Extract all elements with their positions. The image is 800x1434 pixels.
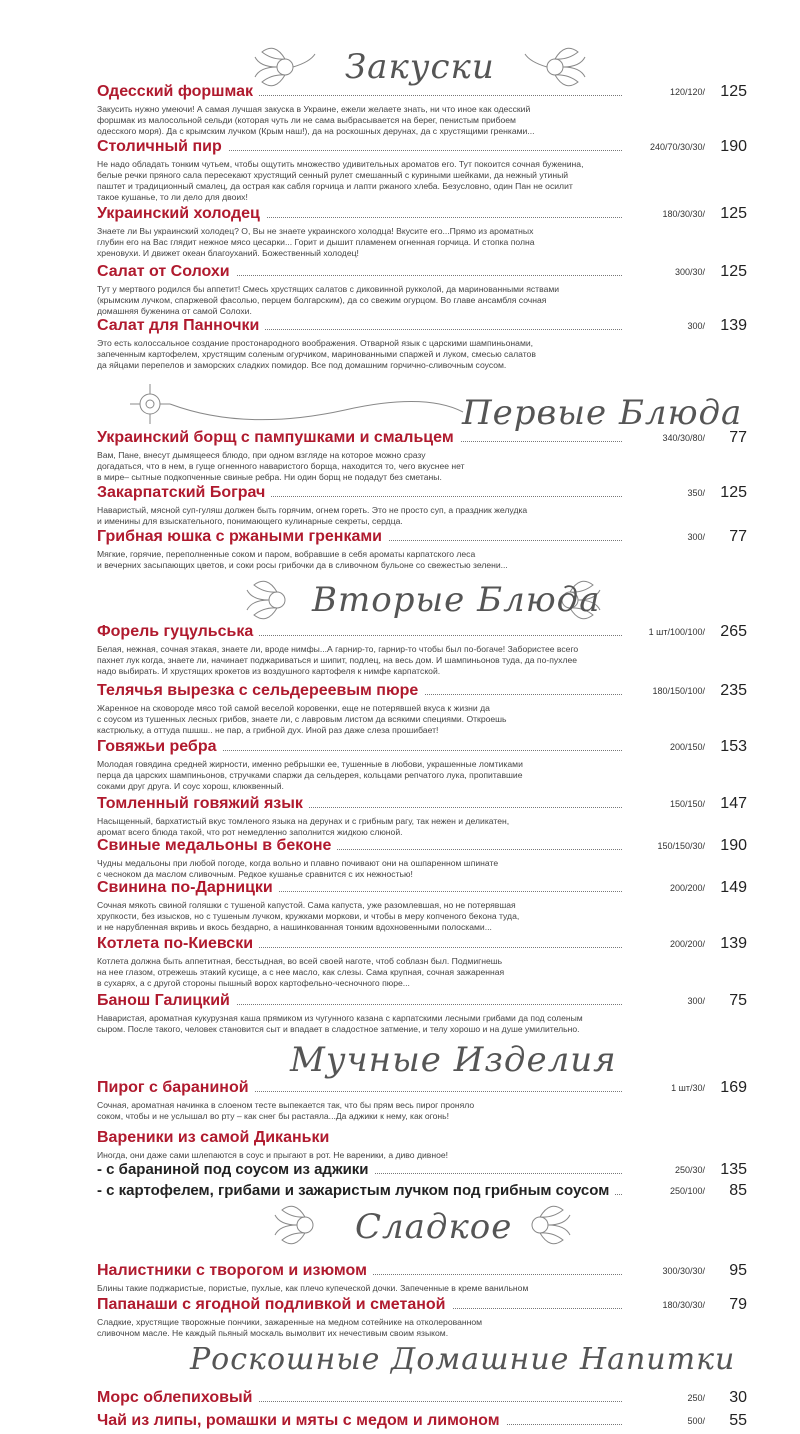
- item-weight: 250/: [683, 1393, 705, 1403]
- item-weight: 300/30/: [671, 267, 705, 277]
- item-price: 190: [720, 837, 747, 854]
- item-price: 125: [720, 263, 747, 280]
- menu-item: [97, 484, 747, 527]
- item-description: Наваристая, ароматная кукурузная каша прямиком из чугунного казана с карпатскими лесными грибами да под соленым сыром. После такого, человек становится сыт и впадает в сладостное затмение, и телу хорошо и на душе умилительно.: [97, 1013, 583, 1034]
- item-description: Молодая говядина средней жирности, именно ребрышки ее, тушенные в любови, украшенные ломтиками перца да царских шампиньонов, стручками спаржи да сельдерея, кольцами репчатого лука, пропитавшие соками друг друга. И соус хорош, клюквенный.: [97, 759, 523, 791]
- menu-item: [97, 738, 747, 792]
- menu-sub-item: [97, 1161, 747, 1181]
- item-name: Пирог с бараниной: [97, 1079, 255, 1097]
- item-description: Наваристый, мясной суп-гуляш должен быть горячим, огнем гореть. Это не просто суп, а праздник желудка и именины для взыскательного, понимающего кулинарные секреты, сердца.: [97, 505, 528, 526]
- menu-item: [97, 682, 747, 736]
- item-description: Знаете ли Вы украинский холодец? О, Вы не знаете украинского холодца! Вкусите его...Прямо из ароматных глубин его на Вас глядит нежное мясо цесарки... Горит и дышит пламенем огненная горчица. И стопка полна хреновухи. И движет океан благоуханий. Божественный холодец!: [97, 226, 535, 258]
- floral-ornament-left-icon: [270, 1200, 340, 1250]
- item-price: 235: [720, 682, 747, 699]
- item-weight: 1 шт/30/: [667, 1083, 705, 1093]
- floral-ornament-left-icon: [242, 575, 312, 625]
- item-price: 169: [720, 1079, 747, 1096]
- item-name: Банош Галицкий: [97, 992, 236, 1010]
- item-name: Салат от Солохи: [97, 263, 236, 281]
- menu-item: [97, 205, 747, 259]
- item-price: 55: [729, 1412, 747, 1429]
- item-price: 265: [720, 623, 747, 640]
- menu-item: [97, 1296, 747, 1339]
- item-price: 79: [729, 1296, 747, 1313]
- item-description: Сладкие, хрустящие творожные пончики, зажаренные на медном сотейнике на отколерованном сливочном масле. Не каждый пьяный москаль вымолвит их нечестивым своим языком.: [97, 1317, 483, 1338]
- item-price: 125: [720, 484, 747, 501]
- item-price: 75: [729, 992, 747, 1009]
- floral-ornament-right-icon: [505, 1200, 575, 1250]
- item-description: Это есть колоссальное создание простонародного воображения. Отварной язык с царскими шампиньонами, запеченным картофелем, хрустящим соленым огурчиком, маринованными спаржей и луком, смесью салатов да яйцами перепелов и заморских сладких помидор. Все под домашним горчично-сливочным соусом.: [97, 338, 536, 370]
- item-description: Белая, нежная, сочная этакая, знаете ли, вроде нимфы...А гарнир-то, гарнир-то чтобы был по-богаче! Забористее всего пахнет лук когда, знаете ли, начинает поджариваться и шипит, подлец, на весь дом. И шампиньонов туда, да по-пухлее надо выбирать. И хрустящих крокетов из воздушного картофеля к нимфе карпатской.: [97, 644, 579, 676]
- item-weight: 150/150/: [666, 799, 705, 809]
- item-weight: 240/70/30/30/: [646, 142, 705, 152]
- item-price: 139: [720, 935, 747, 952]
- item-weight: 200/200/: [666, 939, 705, 949]
- section-title-desserts: Сладкое: [355, 1207, 513, 1247]
- item-description: Жаренное на сковороде мясо той самой веселой коровенки, еще не потерявшей вкуса к жизни да с соусом из тушенных лесных грибов, знаете ли, с лавровым листом да всякими специями. Откроешь кастрюльку, а оттуда пшшш.. не пар, а грибной дух. Иной раз даже слеза прошибает!: [97, 703, 507, 735]
- item-description: Мягкие, горячие, переполненные соком и паром, вобравшие в себя ароматы карпатского леса и вечерних засыпающих цветов, и соки росы грибочки да в сливочном бульоне со свежестью зелени...: [97, 549, 508, 570]
- item-price: 95: [729, 1262, 747, 1279]
- item-name: Украинский борщ с пампушками и смальцем: [97, 429, 460, 447]
- menu-item: [97, 837, 747, 880]
- item-price: 125: [720, 205, 747, 222]
- item-name: Телячья вырезка с сельдереевым пюре: [97, 682, 424, 700]
- item-weight: 180/150/100/: [648, 686, 705, 696]
- menu-item: [97, 83, 747, 137]
- item-name: Говяжьи ребра: [97, 738, 222, 756]
- item-weight: 250/30/: [671, 1165, 705, 1175]
- item-price: 135: [720, 1161, 747, 1178]
- item-name: Папанаши с ягодной подливкой и сметаной: [97, 1296, 452, 1314]
- item-name: Налистники с творогом и изюмом: [97, 1262, 373, 1280]
- item-description: Не надо обладать тонким чутьем, чтобы ощутить множество удивительных ароматов его. Тут покоится сочная буженина, белые речки пряного сала пересекают хрустящий сенный рулет смешанный с куриными шейками, да нежный утиный паштет и традиционный смалец, да острая как сабля горчица и лапти ржаного хлеба. Безусловно, один Пан не осилит такое кушанье, то ли дело для двоих!: [97, 159, 584, 202]
- item-name: - с картофелем, грибами и зажаристым лучком под грибным соусом: [97, 1182, 615, 1199]
- menu-item: [97, 528, 747, 571]
- swirl-ornament-icon: [125, 382, 465, 430]
- item-description: Сочная, ароматная начинка в слоеном тесте выпекается так, что бы прям весь пирог проняло соком, чтобы и не услышал во рту – как снег бы растаяла...Да аджики к нему, как огонь!: [97, 1100, 475, 1121]
- section-title-drinks: Роскошные Домашние Напитки: [190, 1342, 736, 1377]
- menu-item: [97, 992, 747, 1035]
- item-price: 30: [729, 1389, 747, 1406]
- menu-item: [97, 795, 747, 838]
- item-name: Грибная юшка с ржаными гренками: [97, 528, 388, 546]
- item-weight: 200/150/: [666, 742, 705, 752]
- section-title-pastry: Мучные Изделия: [290, 1040, 617, 1080]
- item-description: Закусить нужно умеючи! А самая лучшая закуска в Украине, ежели желаете знать, ни что иное как одесский форшмак из малосольной сельди (которая чуть ли не сама выбрасывается на берег, пенистым прибоем одесского моря). Да с крымским лучком (Крым наш!), да на роскошных дерунах, да с хрустящими гренками...: [97, 104, 535, 136]
- section-title-first-courses: Первые Блюда: [462, 393, 743, 433]
- item-description: Блины такие поджаристые, пористые, пухлые, как плечо купеческой дочки. Запеченные в креме ванильном: [97, 1283, 529, 1293]
- menu-item: [97, 879, 747, 933]
- item-description: Котлета должна быть аппетитная, бесстыдная, во всей своей наготе, чтоб соблазн был. Подмигнешь на нее глазом, отрежешь этакий кусище, а с нее масло, как слезы. Сама крупная, сочная зажаренная в сухарях, а с другой стороны пышный ворох картофельно-чесночного пюре...: [97, 956, 505, 988]
- item-price: 77: [729, 429, 747, 446]
- menu-item: [97, 935, 747, 989]
- item-weight: 500/: [683, 1416, 705, 1426]
- item-name: Томленный говяжий язык: [97, 795, 309, 813]
- item-description: Насыщенный, бархатистый вкус томленого языка на дерунах и с грибным рагу, так нежен и деликатен, аромат всего блюда такой, что рот немедленно заполнится жидкою слюной.: [97, 816, 510, 837]
- item-weight: 200/200/: [666, 883, 705, 893]
- item-weight: 350/: [683, 488, 705, 498]
- item-name: Свинина по-Дарницки: [97, 879, 279, 897]
- item-weight: 300/: [683, 532, 705, 542]
- item-description: Тут у мертвого родился бы аппетит! Смесь хрустящих салатов с диковинной рукколой, да маринованными яствами (крымским лучком, спаржевой фасолью, перцем болгарским), да со свежим огурцом. Во главе ансамбля сочная домашняя буженина от самой Солохи.: [97, 284, 560, 316]
- item-name: Украинский холодец: [97, 205, 266, 223]
- item-name: Форель гуцульська: [97, 623, 259, 641]
- item-description: Вам, Пане, внесут дымящееся блюдо, при одном взгляде на которое можно сразу догадаться, что в нем, в гуще огненного наваристого борща, находится то, чего вкуснее нет в мире– сытные подкопченные свиные ребра. Ни один борщ не подадут без сметаны.: [97, 450, 465, 482]
- item-weight: 250/100/: [666, 1186, 705, 1196]
- item-price: 190: [720, 138, 747, 155]
- item-name: Закарпатский Бограч: [97, 484, 271, 502]
- item-price: 85: [729, 1182, 747, 1199]
- item-price: 153: [720, 738, 747, 755]
- item-description: Чудны медальоны при любой погоде, когда вольно и плавно почивают они на ошпаренном шпинате с чесноком да маслом сливочным. Редкое кушанье сравнится с их нежностью!: [97, 858, 499, 879]
- item-name: Вареники из самой Диканьки: [97, 1129, 330, 1146]
- item-name: Столичный пир: [97, 138, 228, 156]
- menu-item: [97, 317, 747, 371]
- item-price: 149: [720, 879, 747, 896]
- section-title-appetizers: Закуски: [345, 47, 495, 87]
- menu-item: [97, 1262, 747, 1294]
- item-name: Одесский форшмак: [97, 83, 259, 101]
- item-price: 147: [720, 795, 747, 812]
- item-price: 77: [729, 528, 747, 545]
- item-name: Морс облепиховый: [97, 1389, 258, 1407]
- menu-item: [97, 138, 747, 203]
- item-price: 139: [720, 317, 747, 334]
- menu-sub-item: [97, 1182, 747, 1202]
- menu-item-vareniki: [97, 1129, 747, 1161]
- menu-item: [97, 263, 747, 317]
- item-name: Салат для Панночки: [97, 317, 265, 335]
- item-weight: 1 шт/100/100/: [645, 627, 705, 637]
- item-weight: 300/: [683, 996, 705, 1006]
- item-weight: 180/30/30/: [658, 1300, 705, 1310]
- item-weight: 300/: [683, 321, 705, 331]
- item-weight: 340/30/80/: [658, 433, 705, 443]
- menu-item: [97, 1389, 747, 1409]
- item-description: Иногда, они даже сами шлепаются в соус и прыгают в рот. Не вареники, а диво дивное!: [97, 1150, 449, 1160]
- menu-item: [97, 1412, 747, 1432]
- item-weight: 150/150/30/: [653, 841, 705, 851]
- menu-item: [97, 429, 747, 483]
- item-weight: 120/120/: [666, 87, 705, 97]
- item-name: Котлета по-Киевски: [97, 935, 259, 953]
- menu-item: [97, 623, 747, 677]
- section-title-main-courses: Вторые Блюда: [312, 580, 601, 620]
- item-weight: 180/30/30/: [658, 209, 705, 219]
- item-weight: 300/30/30/: [658, 1266, 705, 1276]
- item-name: - с бараниной под соусом из аджики: [97, 1161, 375, 1178]
- item-name: Свиные медальоны в беконе: [97, 837, 337, 855]
- menu-item: [97, 1079, 747, 1122]
- item-price: 125: [720, 83, 747, 100]
- item-description: Сочная мякоть свиной голяшки с тушеной капустой. Сама капуста, уже разомлевшая, но не потерявшая хрупкости, без изысков, но с тушеным лучком, кружками моркови, и чтобы в меру копченого бекона туда, и не нарубленная вкривь и вкось бездарно, а нашинкованная тонким вдохновенными полосками...: [97, 900, 520, 932]
- item-name: Чай из липы, ромашки и мяты с медом и лимоном: [97, 1412, 506, 1430]
